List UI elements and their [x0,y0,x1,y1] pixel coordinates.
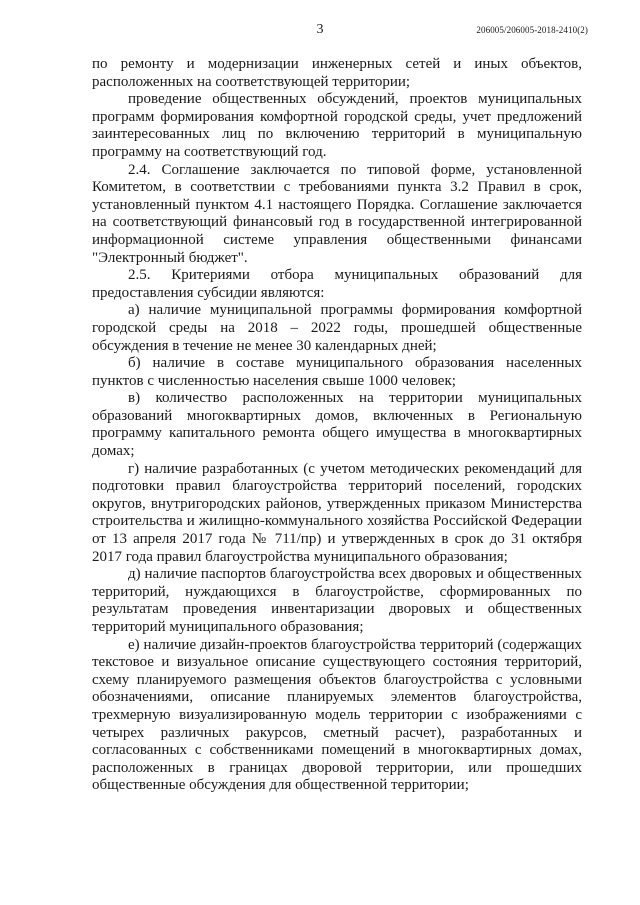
criterion-e: е) наличие дизайн-проектов благоустройства территорий (содержащих текстовое и визуальное описание существующего состояния территорий, схему планируемого размещения объектов благоустройства с условными обозначениями, описание планируемых элементов благоустройства, трехмерную визуализированную модель территории с изображениями с четырех различных ракурсов, сметный расчет), разработанных и согласованных с собственниками помещений в многоквартирных домах, расположенных в границах дворовой территории, или прошедших общественные обсуждения для общественной территории; [92,636,582,794]
criterion-v: в) количество расположенных на территории муниципальных образований многоквартирных домов, включенных в Региональную программу капитального ремонта общего имущества в многоквартирных домах; [92,390,582,460]
document-body [92,56,582,795]
criterion-a: а) наличие муниципальной программы формирования комфортной городской среды на 2018 – 2022 годы, прошедшей общественные обсуждения в течение не менее 30 календарных дней; [92,302,582,354]
paragraph-2-5: 2.5. Критериями отбора муниципальных образований для предоставления субсидии являются: [92,267,582,301]
page-number: 3 [316,22,324,37]
paragraph-2-4: 2.4. Соглашение заключается по типовой форме, установленной Комитетом, в соответствии с требованиями пункта 3.2 Правил в срок, установленный пунктом 4.1 настоящего Порядка. Соглашение заключается на соответствующий финансовый год в государственной интегрированной информационной системе управления общественными финансами "Электронный бюджет". [92,161,582,266]
criterion-g: г) наличие разработанных (с учетом методических рекомендаций для подготовки правил благоустройства территорий поселений, городских округов, внутригородских районов, утвержденных приказом Министерства строительства и жилищно-коммунального хозяйства Российской Федерации от 13 апреля 2017 года № 711/пр) и утвержденных в срок до 31 октября 2017 года правил благоустройства муниципального образования; [92,460,582,565]
criterion-b: б) наличие в составе муниципального образования населенных пунктов с численностью населения свыше 1000 человек; [92,355,582,389]
document-id: 206005/206005-2018-2410(2) [476,25,588,35]
criterion-d: д) наличие паспортов благоустройства всех дворовых и общественных территорий, нуждающихся в благоустройстве, сформированных по результатам проведения инвентаризации дворовых и общественных территорий муниципального образования; [92,566,582,635]
paragraph-continuation: по ремонту и модернизации инженерных сетей и иных объектов, расположенных на соответствующей территории; [92,56,582,90]
paragraph-public-discussions: проведение общественных обсуждений, проектов муниципальных программ формирования комфортной городской среды, учет предложений заинтересованных лиц по включению территорий в муниципальную программу на соответствующий год. [92,91,582,160]
